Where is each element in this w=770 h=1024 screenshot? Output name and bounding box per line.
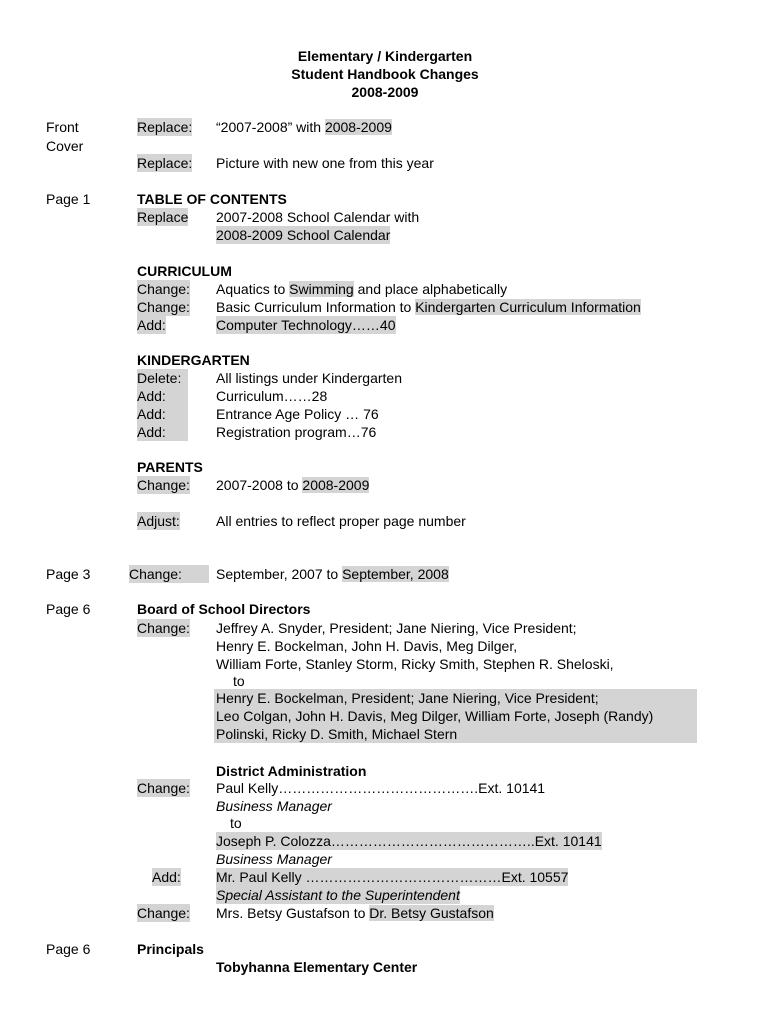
district-line-5: Mr. Paul Kelly ……………………………………Ext. 10557: [216, 869, 569, 885]
district-heading: District Administration: [216, 763, 367, 779]
curriculum-heading: CURRICULUM: [137, 263, 232, 279]
district-action-2: Add:: [152, 869, 181, 885]
page3-action: Change:: [129, 565, 209, 583]
curriculum-text-2: Basic Curriculum Information to Kindergarten Curriculum Information: [216, 299, 641, 315]
page3-text: September, 2007 to September, 2008: [216, 566, 449, 582]
kindergarten-heading: KINDERGARTEN: [137, 352, 250, 368]
district-line-7: Mrs. Betsy Gustafson to Dr. Betsy Gustafson: [216, 905, 494, 921]
doc-title-year: 2008-2009: [351, 84, 419, 100]
district-line-4: Business Manager: [216, 851, 332, 867]
parents-text-2: All entries to reflect proper page number: [216, 513, 466, 529]
toc-line-1: 2007-2008 School Calendar with: [216, 209, 420, 225]
curriculum-text-3: Computer Technology……40: [216, 317, 396, 333]
front-replace-text-2: Picture with new one from this year: [216, 155, 434, 171]
curriculum-action-2: Change:: [137, 299, 190, 315]
board-old-line-3: William Forte, Stanley Storm, Ricky Smith, Stephen R. Sheloski,: [216, 656, 614, 672]
front-replace-text-1: “2007-2008” with 2008-2009: [216, 119, 392, 135]
board-to: to: [233, 673, 245, 689]
district-line-2: Business Manager: [216, 798, 332, 814]
kindergarten-action-4: Add:: [137, 424, 166, 440]
curriculum-action-1: Change:: [137, 281, 190, 297]
kindergarten-action-1: Delete:: [137, 370, 182, 386]
front-replace-action-1: Replace:: [137, 119, 193, 135]
curriculum-action-3: Add:: [137, 317, 166, 333]
district-line-1: Paul Kelly…………………………………….Ext. 10141: [216, 780, 546, 796]
parents-action-2: Adjust:: [137, 513, 180, 529]
kindergarten-text-3: Entrance Age Policy … 76: [216, 406, 379, 422]
district-action-3: Change:: [137, 905, 190, 921]
doc-title-line1: Elementary / Kindergarten: [297, 48, 473, 64]
principals-heading: Principals: [137, 941, 204, 957]
district-to: to: [230, 815, 242, 831]
label-page-1: Page 1: [46, 191, 91, 207]
district-action-1: Change:: [137, 780, 190, 796]
label-page-3: Page 3: [46, 566, 91, 582]
front-replace-highlight-1: 2008-2009: [324, 119, 392, 135]
parents-text-1: 2007-2008 to 2008-2009: [216, 477, 370, 493]
front-replace-action-2: Replace:: [137, 155, 193, 171]
district-line-6: Special Assistant to the Superintendent: [216, 887, 460, 903]
board-new-line-2: Leo Colgan, John H. Davis, Meg Dilger, William Forte, Joseph (Randy): [216, 708, 654, 724]
board-action: Change:: [137, 620, 190, 636]
label-front: Front: [46, 119, 79, 135]
board-old-line-2: Henry E. Bockelman, John H. Davis, Meg Dilger,: [216, 638, 518, 654]
toc-action: Replace: [137, 209, 189, 225]
kindergarten-text-4: Registration program…76: [216, 424, 377, 440]
toc-heading: TABLE OF CONTENTS: [137, 191, 287, 207]
parents-action-1: Change:: [137, 477, 190, 493]
doc-title-line2: Student Handbook Changes: [291, 66, 479, 82]
kindergarten-text-1: All listings under Kindergarten: [216, 370, 402, 386]
label-cover: Cover: [46, 138, 84, 154]
district-line-3: Joseph P. Colozza……………………………………..Ext. 10141: [216, 833, 602, 849]
kindergarten-text-2: Curriculum……28: [216, 388, 328, 404]
principals-subheading: Tobyhanna Elementary Center: [216, 959, 418, 975]
label-page-6-second: Page 6: [46, 941, 91, 957]
label-page-6: Page 6: [46, 601, 91, 617]
board-heading: Board of School Directors: [137, 601, 311, 617]
parents-heading: PARENTS: [137, 459, 203, 475]
kindergarten-action-2: Add:: [137, 388, 166, 404]
curriculum-text-1: Aquatics to Swimming and place alphabetically: [216, 281, 508, 297]
toc-line-2: 2008-2009 School Calendar: [216, 227, 391, 243]
board-old-line-1: Jeffrey A. Snyder, President; Jane Niering, Vice President;: [216, 620, 577, 636]
board-new-line-3: Polinski, Ricky D. Smith, Michael Stern: [216, 726, 458, 742]
board-new-line-1: Henry E. Bockelman, President; Jane Niering, Vice President;: [216, 690, 599, 706]
kindergarten-action-3: Add:: [137, 406, 166, 422]
